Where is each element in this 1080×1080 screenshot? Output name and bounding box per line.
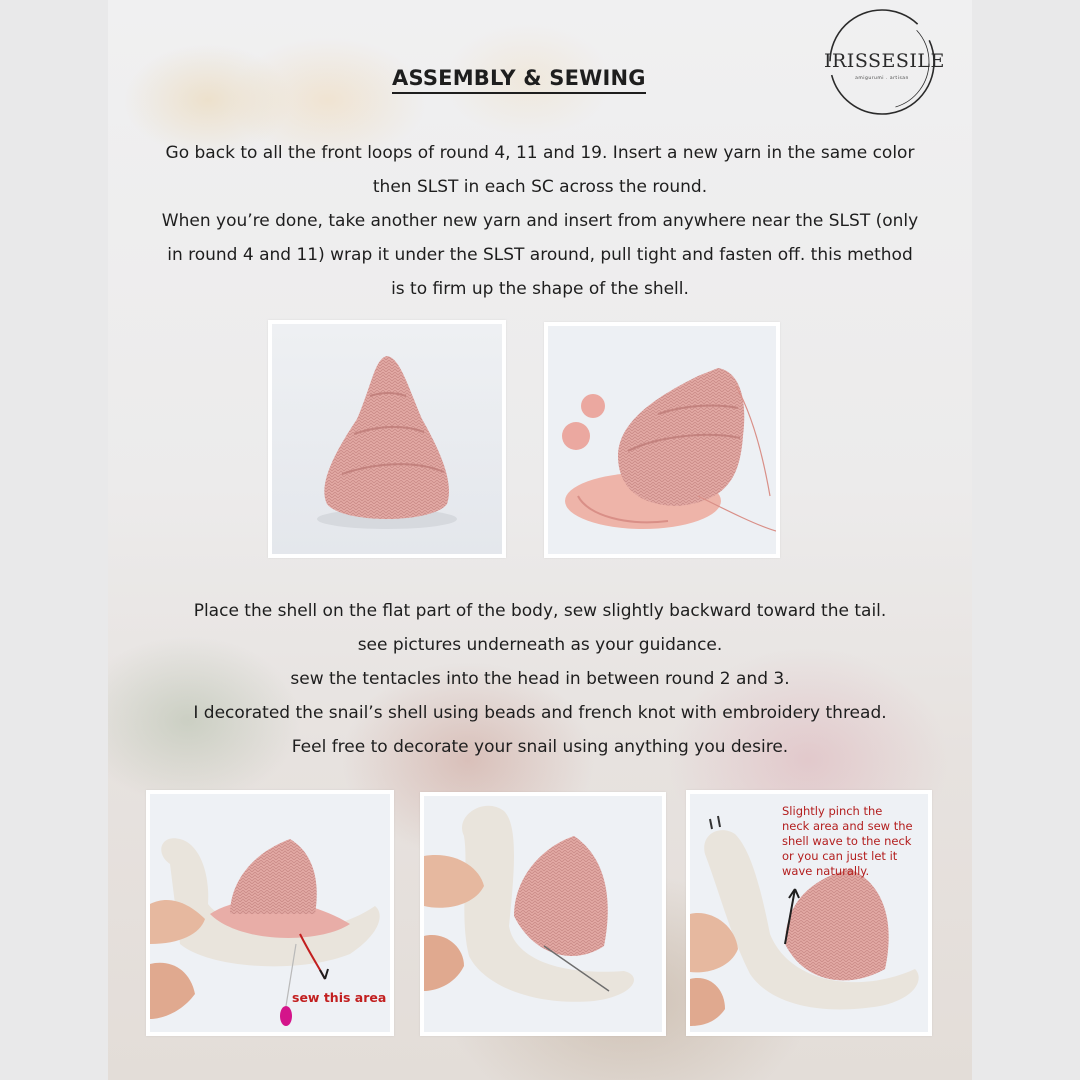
annotation-line: shell wave to the neck <box>782 834 912 848</box>
paragraph-line: Go back to all the front loops of round 4, 11 and 19. Insert a new yarn in the same color <box>165 143 915 163</box>
photo-shell-front <box>268 320 506 558</box>
brand-logo <box>824 4 945 120</box>
brand-tagline: amigurumi . artisan <box>855 76 909 81</box>
paragraph-line: I decorated the snail’s shell using beads and french knot with embroidery thread. <box>193 703 887 723</box>
paragraph-line: see pictures underneath as your guidance. <box>357 635 723 655</box>
instructions-paragraph-2 <box>128 594 952 764</box>
annotation-line: wave naturally. <box>782 864 870 878</box>
paragraph-line: Place the shell on the flat part of the body, sew slightly backward toward the tail. <box>193 601 887 621</box>
paragraph-line: then SLST in each SC across the round. <box>372 177 708 197</box>
paragraph-line: sew the tentacles into the head in between round 2 and 3. <box>290 669 790 689</box>
instructions-paragraph-1 <box>128 136 952 306</box>
photo-sew-area <box>146 790 394 1036</box>
annotation-line: or you can just let it <box>782 849 898 863</box>
paragraph-line: in round 4 and 11) wrap it under the SLST around, pull tight and fasten off. this method <box>167 245 913 265</box>
paragraph-line: Feel free to decorate your snail using anything you desire. <box>291 737 789 757</box>
paragraph-line: When you’re done, take another new yarn and insert from anywhere near the SLST (only <box>161 211 919 231</box>
annotation-line: Slightly pinch the <box>782 804 883 818</box>
photo-shell-on-body <box>544 322 780 558</box>
pattern-page <box>108 0 972 1080</box>
neck-annotation <box>782 804 913 879</box>
paragraph-line: is to firm up the shape of the shell. <box>391 279 689 299</box>
annotation-line: neck area and sew the <box>782 819 913 833</box>
page-title: ASSEMBLY & SEWING <box>392 66 646 94</box>
photo-neck-pinch <box>686 790 932 1036</box>
shell-illustration <box>272 324 502 554</box>
shell-body-illustration <box>548 326 776 554</box>
snail-pinning-illustration <box>424 796 662 1032</box>
brand-name: IRISSESILE <box>824 50 945 72</box>
sew-area-label: sew this area <box>292 990 387 1005</box>
photo-pinning-shell <box>420 792 666 1036</box>
